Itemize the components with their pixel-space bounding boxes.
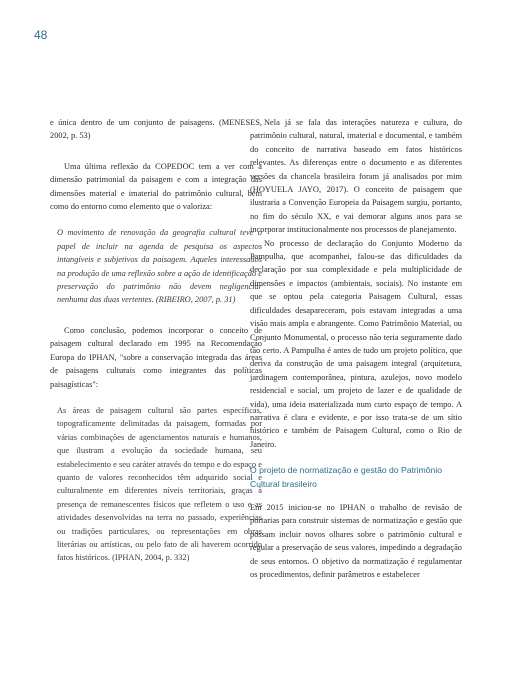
section-heading: O projeto de normatização e gestão do Patrimônio Cultural brasileiro	[250, 465, 443, 489]
paragraph-conclusao: Como conclusão, podemos incorporar o conceito de paisagem cultural declarado em 1995 na Recomendação Europa do IPHAN, "sobre a conservação integrada das áreas de paisagens culturais como integrantes das políticas paisagísticas":	[50, 325, 262, 389]
block-quote-ribeiro: O movimento de renovação da geografia cultural teve o papel de incluir na agenda de pesquisa os aspectos intangíveis e subjetivos da paisagem. Aqueles interessados na produção de uma reflexão sobre a ação de identificação e preservação do patrimônio não devem negligenciar nenhuma das duas vertentes. (RIBEIRO, 2007, p. 31)	[57, 228, 262, 305]
paragraph-interacoes: Nela já se fala das interações natureza e cultura, do patrimônio cultural, natural, imaterial e documental, e também do conceito de narrativa baseado em fatos históricos relevantes. As diferenças entre o documento e as diferentes versões da chancela brasileira foram já analisados por mim (HOYUELA JAYO, 2017). O conceito de paisagem que ilustraria a Convenção Europeia da Paisagem surgiu, portanto, no fim do século XX, e vai demorar alguns anos para se incorporar institucionalmente nos processos de planejamento.	[250, 118, 462, 235]
paragraph-copedoc: Uma última reflexão da COPEDOC tem a ver com a dimensão patrimonial da paisagem e com a integração das dimensões material e imaterial do patrimônio cultural, bem como do entorno como elemento que o valoriza:	[50, 161, 262, 212]
page-number: 48	[34, 28, 48, 42]
right-column	[250, 0, 462, 581]
left-column	[50, 0, 262, 565]
paragraph-normatizacao: Em 2015 iniciou-se no IPHAN o trabalho de revisão de portarias para construir sistemas de normatização e gestão que possam incluir novos olhares sobre o patrimônio cultural e regular a preservação de seus valores, impedindo a degradação de seus entornos. O objetivo da normatização é regulamentar os procedimentos, definir parâmetros e estabelecer	[250, 502, 462, 579]
block-quote-iphan: As áreas de paisagem cultural são partes específicas, topograficamente delimitadas da paisagem, formadas por várias combinações de agenciamentos naturais e humanos, que ilustram a evolução da sociedade humana, seu estabelecimento e seu caráter através do tempo e do espaço e quanto de valores reconhecidos têm adquirido social e culturalmente em diferentes níveis territoriais, graças à presença de remanescentes físicos que refletem o uso e as atividades desenvolvidas na terra no passado, experiências ou tradições particulares, ou representações em obras literárias ou artísticas, ou pelo fato de ali haverem ocorrido fatos históricos. (IPHAN, 2004, p. 332)	[57, 405, 262, 563]
paragraph-pampulha: No processo de declaração do Conjunto Moderno da Pampulha, que acompanhei, falou-se das dificuldades da declaração por sua complexidade e pela multiplicidade de dimensões e impactos (ambientais, sociais). No instante em que se optou pela categoria Paisagem Cultural, essas dificuldades desapareceram, pois estavam integradas a uma visão mais ampla e abrangente. Como Patrimônio Material, ou Conjunto Monumental, o processo não teria seguramente dado tão certo. A Pampulha é antes de tudo um projeto político, que deriva da construção de uma paisagem integral (arquitetura, jardinagem contemporânea, pintura, azulejos, novo modelo residencial e social, um projeto de lazer e de qualidade de vida), uma ideia materializada num curto espaço de tempo. A narrativa é clara e evidente, e por isso trata-se de um sítio histórico e também de Paisagem Cultural, como o Rio de Janeiro.	[250, 238, 462, 449]
quote-continuation: e única dentro de um conjunto de paisagens. (MENESES, 2002, p. 53)	[50, 118, 262, 141]
